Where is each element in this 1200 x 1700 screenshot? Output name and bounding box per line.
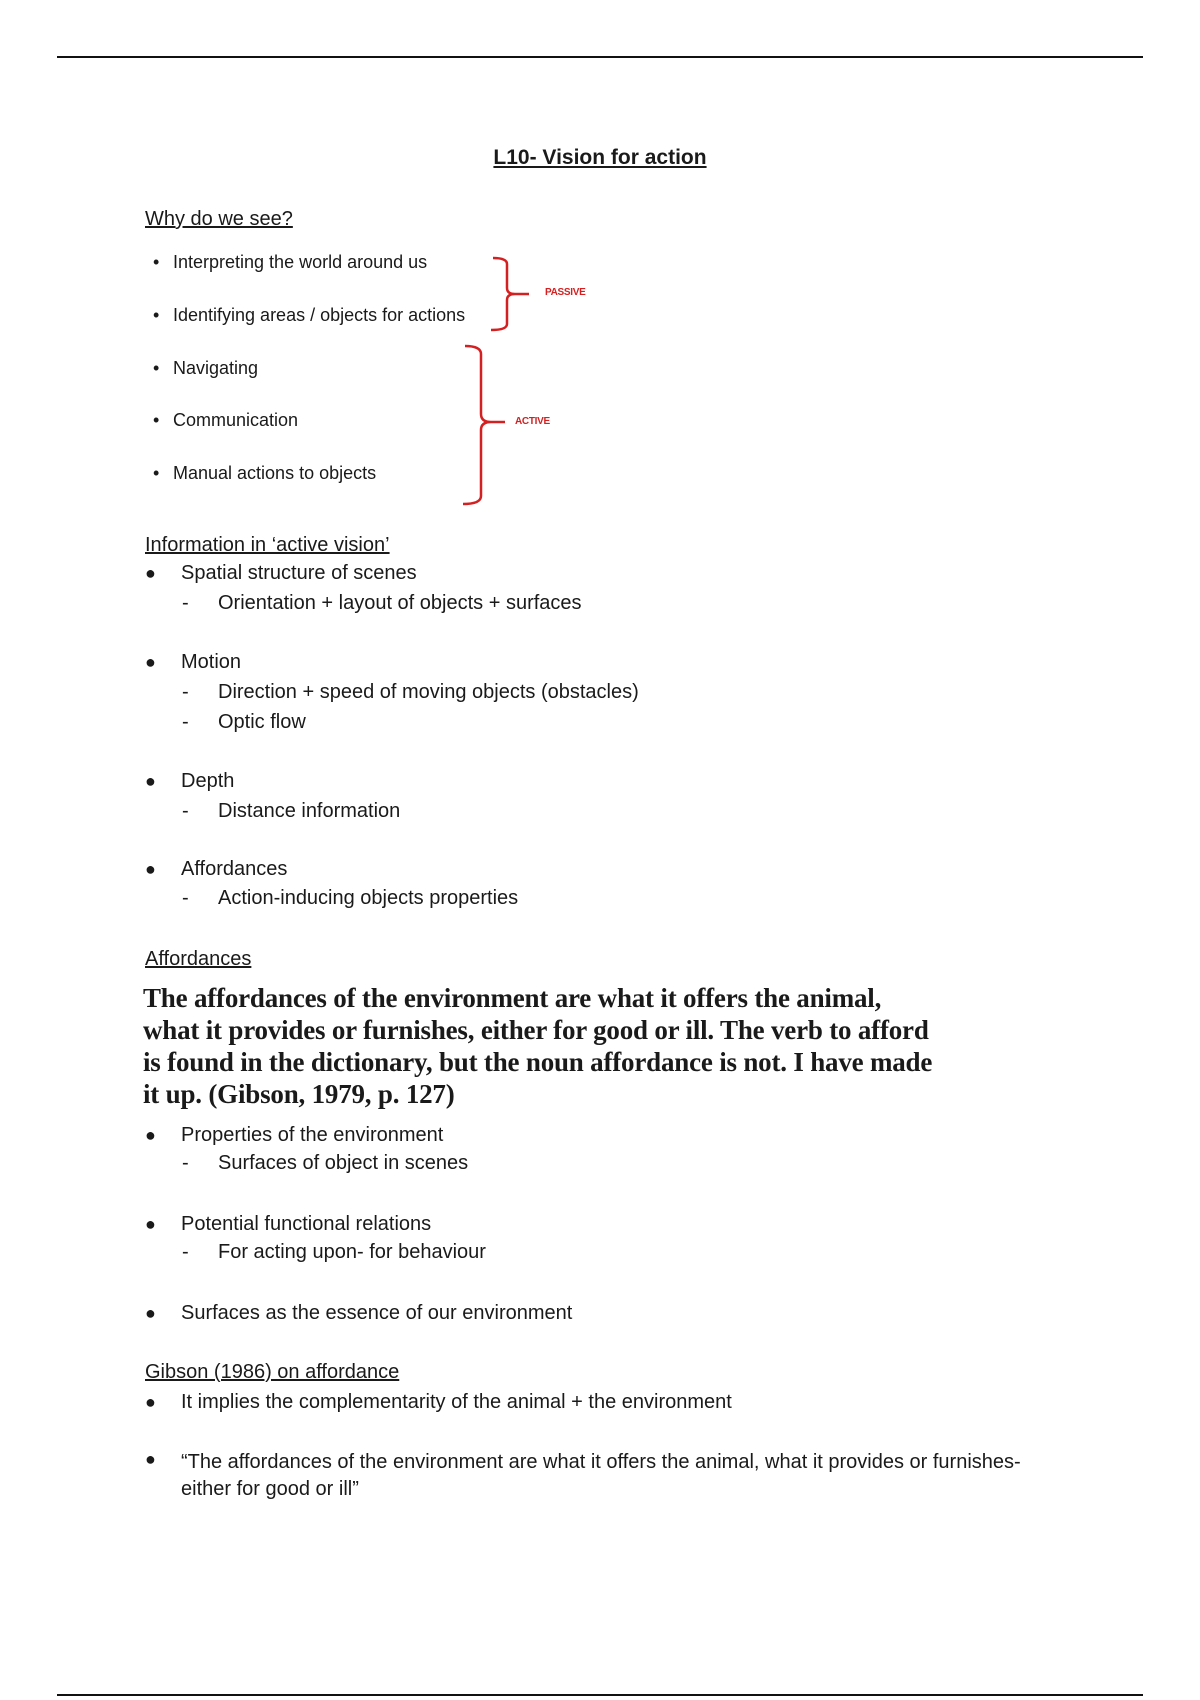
active-label: ACTIVE [515, 416, 550, 427]
list-item: ● It implies the complementarity of the animal + the environment [145, 1391, 732, 1413]
list-item: ● Depth [145, 770, 235, 792]
list-item: • Navigating [153, 358, 259, 378]
list-item: ● Properties of the environment [145, 1124, 444, 1146]
section-heading-active-vision: Information in ‘active vision’ [145, 534, 390, 556]
list-item: • Interpreting the world around us [153, 252, 428, 272]
list-item: • Identifying areas / objects for actions [153, 305, 466, 325]
section-heading-why-see: Why do we see? [145, 208, 293, 230]
list-item: • Manual actions to objects [153, 463, 377, 483]
list-item: ● Motion [145, 651, 242, 673]
sub-list-item: - For acting upon- for behaviour [182, 1241, 486, 1263]
list-item: ● Potential functional relations [145, 1213, 432, 1235]
sub-list-item: - Distance information [182, 800, 401, 822]
bracket-graphic [145, 242, 595, 512]
sub-list-item: - Direction + speed of moving objects (obstacles) [182, 681, 639, 703]
list-item: ● Surfaces as the essence of our environment [145, 1302, 573, 1324]
sub-list-item: - Surfaces of object in scenes [182, 1152, 469, 1174]
sub-list-item: - Action-inducing objects properties [182, 887, 519, 909]
footer-rule [57, 1694, 1143, 1696]
passive-bracket [491, 258, 515, 330]
sub-list-item: - Orientation + layout of objects + surfaces [182, 592, 582, 614]
header-rule [57, 56, 1143, 58]
gibson-quote: The affordances of the environment are what it offers the animal, what it provides or furnishes, either for good or ill. The verb to afford is found in the dictionary, but the noun affordance is not. I have made it up. (Gibson, 1979, p. 127) [143, 983, 933, 1109]
list-item: • Communication [153, 410, 299, 430]
list-item: ● Affordances [145, 858, 288, 880]
page-title: L10- Vision for action [493, 146, 707, 169]
section-heading-affordances: Affordances [145, 948, 252, 970]
passive-label: PASSIVE [545, 287, 586, 298]
sub-list-item: - Optic flow [182, 711, 306, 733]
active-bracket [463, 346, 491, 504]
list-item: ● Spatial structure of scenes [145, 562, 417, 584]
why-see-figure [145, 242, 595, 512]
list-item: ● “The affordances of the environment are what it offers the animal, what it provides or furnishes- either for good or ill” [145, 1449, 1021, 1500]
section-heading-gibson: Gibson (1986) on affordance [145, 1361, 400, 1383]
